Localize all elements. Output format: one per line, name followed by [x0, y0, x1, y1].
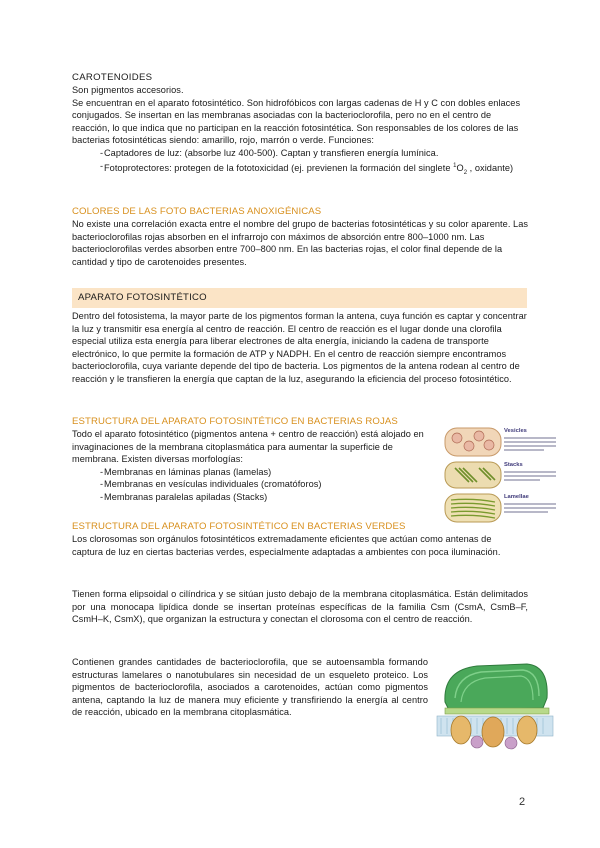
figure-label-lamellae: Lamellae	[504, 494, 529, 500]
figure-caption-lines	[504, 471, 556, 473]
fmo-protein	[505, 737, 517, 749]
figure-caption-lines	[504, 449, 544, 451]
chlorosome-drawing	[431, 658, 555, 758]
aparato-section	[72, 310, 528, 386]
chlorosome-figure	[431, 658, 555, 758]
figure-caption-lines	[504, 503, 556, 505]
verdes-section	[72, 521, 528, 558]
rojas-section	[72, 416, 432, 504]
vesicle	[474, 431, 484, 441]
aparato-body: Dentro del fotosistema, la mayor parte de los pigmentos forman la antena, cuya función es captar y concentrar la luz y transmitir esa energía al centro de reacción. El centro de reacción es el lugar donde una clorofila especial utiliza esta energía para liberar electrones de alta energía, iniciando la cadena de transporte electrónico, lo que permite la formación de ATP y NADPH. En el centro de reacción siempre encontramos bacterioclorofila, cuya variante depende del tipo de bacteria. Los pigmentos de la antena rodean al centro de reacción y le transfieren la energía que captan de la luz, asegurando la eficiencia del proceso fotosintético.	[72, 311, 527, 384]
figure-caption-lines	[504, 507, 556, 509]
verdes-paragraph-3: Contienen grandes cantidades de bacterioclorofila, que se autoensambla formando estructuras lamelares o nanotubulares sin necesidad de un esqueleto proteico. Los pigmentos de bacterioclorofila, asociados a carotenoides, actúan como pigmentos antena, captando la luz de manera muy eficiente y transfiriendo la energía al centro de reacción, ubicado en la membrana citoplasmática.	[72, 657, 428, 718]
carotenoides-section	[72, 72, 528, 179]
vesicle	[484, 440, 494, 450]
reaction-center-protein	[451, 716, 471, 744]
rojas-body: Todo el aparato fotosintético (pigmentos antena + centro de reacción) está alojado en invaginaciones de la membrana citoplasmática para aumentar la superficie de membrana. Existen diversas morfologías:	[72, 429, 424, 465]
colores-title: COLORES DE LAS FOTO BACTERIAS ANOXIGÉNICAS	[72, 206, 322, 217]
colores-body: No existe una correlación exacta entre el nombre del grupo de bacterias fotosintéticas y su color aparente. Las bacterioclorofilas rojas absorben en el infrarrojo con máximos de absorción entre 800–1000 nm. Las bacterioclorofilas verdes absorben entre 700–800 nm. En las bacterias rojas, el color final depende de la cantidad y tipo de carotenoides presentes.	[72, 219, 528, 267]
figure-label-stacks: Stacks	[504, 462, 523, 468]
stacks-cell	[445, 462, 501, 488]
reaction-center-protein	[482, 717, 504, 747]
figure-caption-lines	[504, 445, 556, 447]
verdes-title: ESTRUCTURA DEL APARATO FOTOSINTÉTICO EN BACTERIAS VERDES	[72, 521, 406, 532]
membrane-morphology-drawing	[443, 424, 503, 526]
vesicle	[464, 441, 474, 451]
figure-caption-lines	[504, 441, 556, 443]
carotenoides-body: Se encuentran en el aparato fotosintético. Son hidrofóbicos con largas cadenas de H y C con dobles enlaces conjugados. Se insertan en las membranas asociadas con la bacterioclorofila, pero no en el centro de reacción, lo que indica que no participan en la reacción fotosintética. Son responsables de los colores de las bacterias fotosintéticas siendo: amarillo, rojo, marrón o verde. Funciones:	[72, 97, 521, 146]
carotenoides-item-1: - Captadores de luz: (absorbe luz 400-500). Captan y transfieren energía lumínica.	[84, 147, 528, 160]
figure-caption-lines	[504, 437, 556, 439]
rojas-title: ESTRUCTURA DEL APARATO FOTOSINTÉTICO EN BACTERIAS ROJAS	[72, 416, 398, 427]
page-number: 2	[519, 796, 526, 808]
figure-caption-lines	[504, 511, 548, 513]
aparato-heading-band	[72, 288, 527, 308]
carotenoides-list	[72, 147, 528, 179]
fmo-protein	[471, 736, 483, 748]
rojas-list	[72, 466, 432, 504]
figure-caption-lines	[504, 475, 556, 477]
colores-section	[72, 206, 528, 268]
carotenoides-item-2: - Fotoprotectores: protegen de la fototoxicidad (ej. previenen la formación del singlete $^1O_2$ , oxidante)	[84, 160, 528, 179]
aparato-title: APARATO FOTOSINTÉTICO	[78, 292, 207, 303]
baseplate	[445, 708, 549, 714]
carotenoides-line1: Son pigmentos accesorios.	[72, 85, 184, 95]
verdes-paragraph-2: Tienen forma elipsoidal o cilíndrica y se sitúan justo debajo de la membrana citoplasmática. Están delimitados por una monocapa lipídica donde se insertan proteínas específicas de la familia Csm (CsmA, CsmB–F, CsmH–K, CsmX), que organizan la estructura y conectan el clorosoma con el centro de reacción.	[72, 589, 528, 625]
rojas-item-1: - Membranas en láminas planas (lamelas)	[84, 466, 432, 479]
verdes-body-1: Los clorosomas son orgánulos fotosintéticos extremadamente eficientes que actúan como antenas de captura de luz en ciertas bacterias verdes, especialmente adaptadas a ambientes con poca iluminación.	[72, 534, 501, 557]
reaction-center-protein	[517, 716, 537, 744]
carotenoides-title: CAROTENOIDES	[72, 72, 153, 83]
vesicle	[452, 433, 462, 443]
figure-caption-lines	[504, 479, 540, 481]
rojas-item-2: - Membranas en vesículas individuales (cromatóforos)	[84, 478, 432, 491]
rojas-item-3: - Membranas paralelas apiladas (Stacks)	[84, 491, 432, 504]
figure-label-vesicles: Vesicles	[504, 428, 527, 434]
membrane-morphology-figure	[443, 424, 555, 526]
